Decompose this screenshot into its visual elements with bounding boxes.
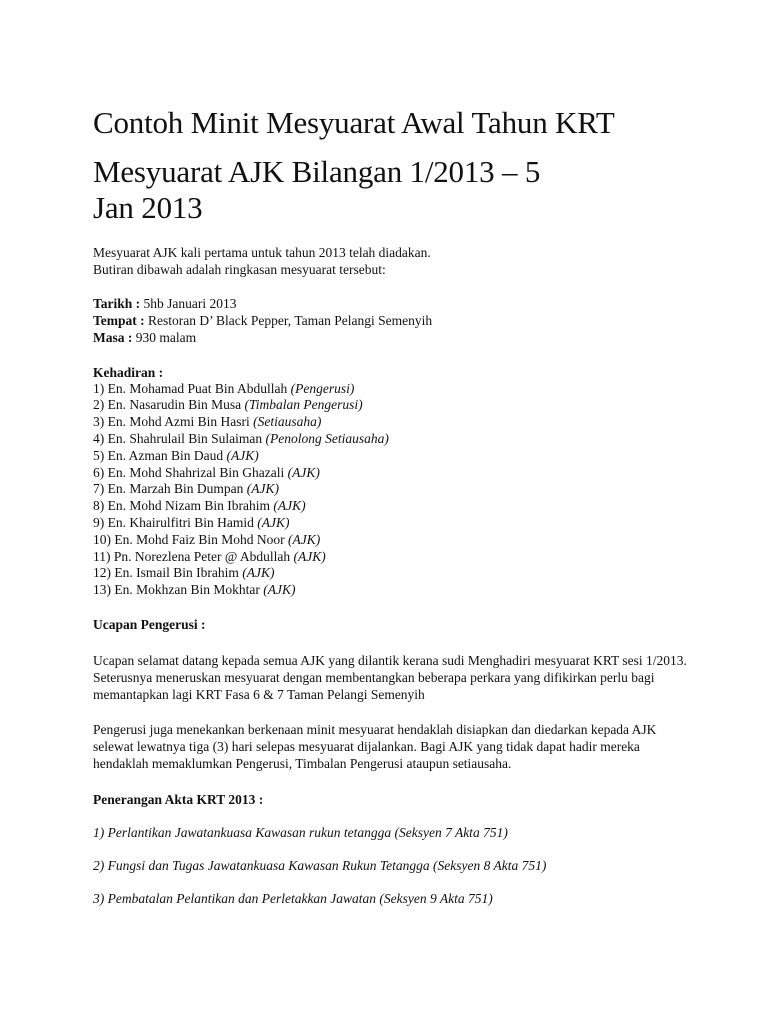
attendee-name: 5) En. Azman Bin Daud [93, 447, 227, 463]
attendee-name: 11) Pn. Norezlena Peter @ Abdullah [93, 548, 294, 564]
attendee-item [93, 582, 693, 599]
attendee-item [93, 481, 693, 498]
attendee-role: (AJK) [273, 498, 306, 514]
chairman-speech-paragraph-1: Ucapan selamat datang kepada semua AJK yang dilantik kerana sudi Menghadiri mesyuarat KRT sesi 1/2013. Seterusnya meneruskan mesyuarat dengan membentangkan beberapa perkara yang difikirkan perlu bagi memantapkan lagi KRT Fasa 6 & 7 Taman Pelangi Semenyih [93, 652, 687, 703]
attendee-role: (Penolong Setiausaha) [265, 431, 389, 446]
attendee-role: (Pengerusi) [290, 380, 355, 396]
attendee-name: 2) En. Nasarudin Bin Musa [93, 397, 245, 413]
act-item: 3) Pembatalan Pelantikan dan Perletakkan Jawatan (Seksyen 9 Akta 751) [93, 891, 493, 907]
intro-line: Mesyuarat AJK kali pertama untuk tahun 2013 telah diadakan. [93, 245, 431, 260]
attendee-name: 3) En. Mohd Azmi Bin Hasri [93, 414, 254, 430]
attendee-name: 10) En. Mohd Faiz Bin Mohd Noor [93, 531, 288, 547]
attendee-role: (AJK) [226, 447, 259, 463]
attendee-name: 12) En. Ismail Bin Ibrahim [93, 565, 243, 581]
attendee-item [93, 448, 693, 465]
attendee-role: (AJK) [246, 481, 279, 497]
date-row [93, 295, 693, 312]
attendee-item [93, 414, 693, 431]
attendee-item [93, 515, 693, 532]
venue-value: Restoran D’ Black Pepper, Taman Pelangi Semenyih [144, 313, 433, 329]
attendee-item [93, 549, 693, 566]
attendee-name: 4) En. Shahrulail Bin Sulaiman [93, 431, 266, 446]
attendance-list [93, 381, 693, 599]
meeting-details [93, 295, 693, 347]
attendee-item [93, 465, 693, 482]
attendee-role: (Setiausaha) [253, 414, 322, 430]
attendee-name: 8) En. Mohd Nizam Bin Ibrahim [93, 498, 274, 514]
attendee-item [93, 397, 693, 414]
attendee-item [93, 381, 693, 398]
attendee-item [93, 431, 693, 448]
date-label: Tarikh : [93, 296, 141, 311]
intro-line: Butiran dibawah adalah ringkasan mesyuarat tersebut: [93, 262, 386, 277]
time-value: 930 malam [132, 330, 197, 346]
attendee-name: 1) En. Mohamad Puat Bin Abdullah [93, 380, 291, 396]
meeting-heading [93, 154, 693, 226]
attendee-name: 13) En. Mokhzan Bin Mokhtar [93, 582, 264, 598]
attendee-role: (AJK) [288, 531, 321, 547]
attendance-heading: Kehadiran : [93, 364, 164, 380]
meeting-heading-line-1: Mesyuarat AJK Bilangan 1/2013 – 5 [93, 154, 541, 189]
document-title: Contoh Minit Mesyuarat Awal Tahun KRT [93, 105, 615, 140]
attendee-item [93, 565, 693, 582]
attendee-role: (AJK) [293, 548, 326, 564]
attendee-role: (AJK) [257, 514, 290, 530]
attendee-item [93, 498, 693, 515]
attendee-name: 7) En. Marzah Bin Dumpan [93, 481, 247, 497]
date-value: 5hb Januari 2013 [140, 296, 237, 311]
chairman-speech-heading: Ucapan Pengerusi : [93, 616, 206, 632]
venue-row [93, 312, 693, 329]
attendee-role: (AJK) [263, 582, 296, 598]
act-item: 2) Fungsi dan Tugas Jawatankuasa Kawasan Rukun Tetangga (Seksyen 8 Akta 751) [93, 858, 547, 874]
act-item: 1) Perlantikan Jawatankuasa Kawasan rukun tetangga (Seksyen 7 Akta 751) [93, 825, 508, 841]
attendee-item [93, 532, 693, 549]
time-label: Masa : [93, 330, 133, 346]
venue-label: Tempat : [93, 313, 145, 329]
intro-paragraph [93, 244, 693, 278]
attendee-name: 9) En. Khairulfitri Bin Hamid [93, 514, 258, 530]
attendee-role: (AJK) [287, 464, 320, 480]
meeting-heading-line-2: Jan 2013 [93, 190, 203, 225]
document-body [93, 104, 693, 907]
act-explanation-heading: Penerangan Akta KRT 2013 : [93, 792, 264, 808]
chairman-speech-paragraph-2: Pengerusi juga menekankan berkenaan minit mesyuarat hendaklah disiapkan dan diedarkan kepada AJK selewat lewatnya tiga (3) hari selepas mesyuarat dijalankan. Bagi AJK yang tidak dapat hadir mereka hendaklah memaklumkan Pengerusi, Timbalan Pengerusi ataupun setiausaha. [93, 721, 657, 771]
attendee-role: (AJK) [242, 565, 275, 581]
attendee-name: 6) En. Mohd Shahrizal Bin Ghazali [93, 464, 288, 480]
attendee-role: (Timbalan Pengerusi) [244, 397, 363, 413]
time-row [93, 329, 693, 346]
